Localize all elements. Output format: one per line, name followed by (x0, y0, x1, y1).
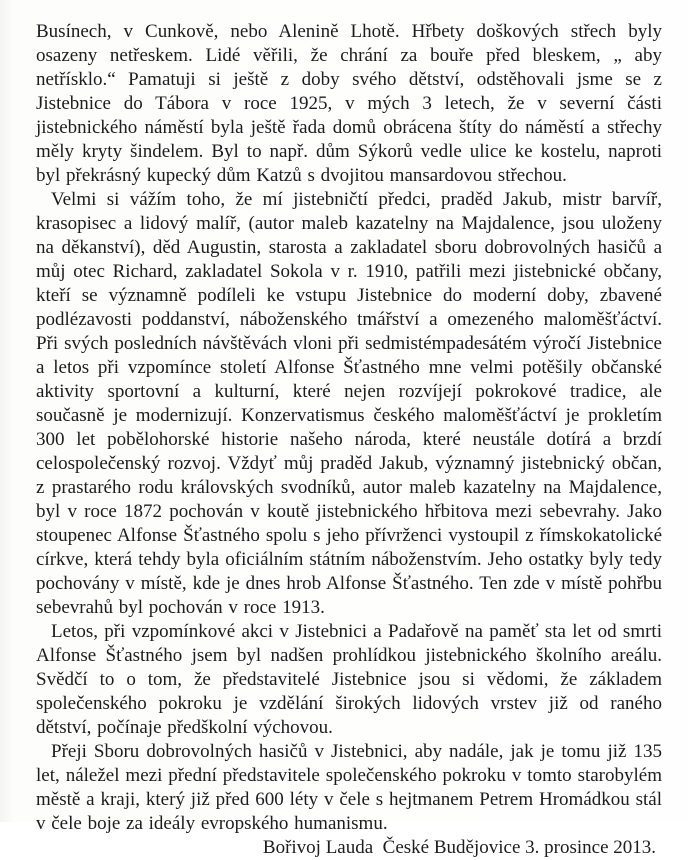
paragraph-2: Velmi si vážím toho, že mí jistebničtí předci, praděd Jakub, mistr barvíř, krasopisec a lidový malíř, (autor maleb kazatelny na Majdalence, jsou uloženy na děkanství), děd Augustin, starosta a zakladatel sboru dobrovolných hasičů a můj otec Richard, zakladatel Sokola v r. 1910, patřili mezi jistebnické občany, kteří se významně podíleli ke vstupu Jistebnice do moderní doby, zbavené podlézavosti poddanství, náboženského tmářství a omezeného maloměšťáctví. Při svých posledních návštěvách vloni při sedmistémpadesátém výročí Jistebnice a letos při vzpomínce století Alfonse Šťastného mne velmi potěšily občanské aktivity sportovní a kulturní, které nejen rozvíjejí pokrokové tradice, ale současně je modernizují. Konzervatismus českého maloměšťáctví je prokletím 300 let pobělohorské historie našeho národa, které neustále dotírá a brzdí celospolečenský rozvoj. Vždyť můj praděd Jakub, významný jistebnický občan, z prastarého rodu královských svodníků, autor maleb kazatelny na Majdalence, byl v roce 1872 pochován v koutě jistebnického hřbitova mezi sebevrahy. Jako stoupenec Alfonse Šťastného spolu s jeho přívrženci vystoupil z římskokatolické církve, která tehdy byla oficiálním státním náboženstvím. Jeho ostatky byly tedy pochovány v místě, kde je dnes hrob Alfonse Šťastného. Ten zde v místě pohřbu sebevrahů byl pochován v roce 1913. (36, 189, 662, 618)
signature-line: Bořivoj Lauda České Budějovice 3. prosince 2013. (262, 837, 656, 858)
paragraph-3: Letos, při vzpomínkové akci v Jistebnici a Padařově na paměť sta let od smrti Alfonse Šťastného jsem byl nadšen prohlídkou jistebnického školního areálu. Svědčí to o tom, že představitelé Jistebnice jsou si vědomi, že základem společenského pokroku je vzdělání širokých lidových vrstev již od raného dětství, počínaje předškolní výchovou. (36, 621, 662, 738)
paragraph-1: Busínech, v Cunkově, nebo Alenině Lhotě. Hřbety doškových střech byly osazeny netřeskem. Lidé věřili, že chrání za bouře před bleskem, „ aby netřísklo.“ Pamatuji si ještě z doby svého dětství, odstěhovali jsme se z Jistebnice do Tábora v roce 1925, v mých 3 letech, že v severní části jistebnického náměstí byla ještě řada domů obrácena štíty do náměstí a střechy měly kryty šindelem. Byl to např. dům Sýkorů vedle ulice ke kostelu, naproti byl překrásný kupecký dům Katzů s dvojitou mansardovou střechou. (36, 21, 662, 186)
paragraph-4: Přeji Sboru dobrovolných hasičů v Jistebnici, aby nadále, jak je tomu již 135 let, náležel mezi přední představitele společenského pokroku v tomto starobylém městě a kraji, který již před 600 léty v čele s hejtmanem Petrem Hromádkou stál v čele boje za ideály evropského humanismu. (36, 741, 662, 834)
